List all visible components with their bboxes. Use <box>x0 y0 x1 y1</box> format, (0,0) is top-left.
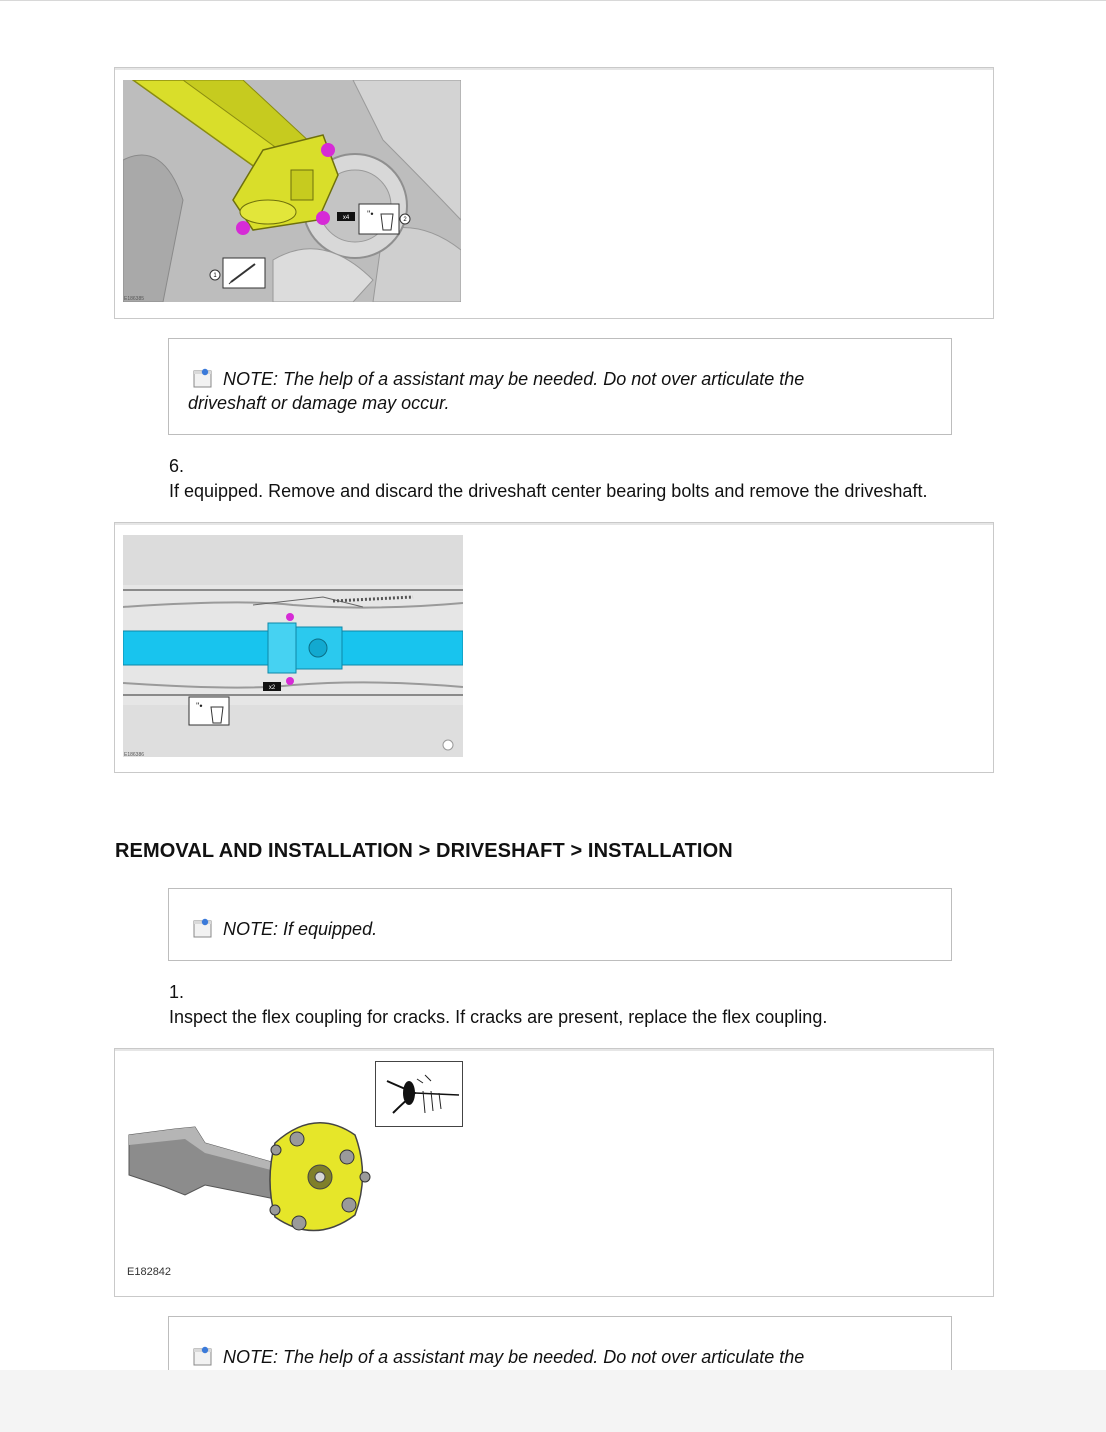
figure-3-flex-coupling <box>125 1105 375 1285</box>
note-text-line1: NOTE: The help of a assistant may be needed. Do not over articulate the <box>223 369 805 389</box>
fig1-qty-label: x4 <box>342 215 350 221</box>
figure-code: E186386 <box>124 752 145 758</box>
figure-box-1 <box>114 67 994 319</box>
step-number: 1. <box>169 982 185 1002</box>
discard-bolt-icon <box>189 697 229 725</box>
note-icon <box>193 368 213 388</box>
figure-code: E182842 <box>127 1266 172 1278</box>
note-text-line1: NOTE: The help of a assistant may be needed. Do not over articulate the <box>223 1347 805 1367</box>
step-instruction: If equipped. Remove and discard the driveshaft center bearing bolts and remove the driveshaft. <box>169 481 928 501</box>
note-line <box>188 367 951 391</box>
figure-box-2 <box>114 522 994 773</box>
page-top-divider <box>0 0 1106 1</box>
figure-box-3 <box>114 1048 994 1297</box>
fig2-qty-label: x2 <box>268 685 276 691</box>
note-line <box>193 917 951 941</box>
fig1-callout-1: 1 <box>213 273 217 279</box>
svg-text:''•: ''• <box>196 701 203 711</box>
figure-2-center-bearing <box>123 535 463 757</box>
note-text-line1: NOTE: If equipped. <box>223 919 378 939</box>
note-line <box>193 1345 951 1369</box>
page-bottom-bar <box>0 1370 1106 1432</box>
note-box-3 <box>168 1316 952 1370</box>
step-number: 6. <box>169 456 185 476</box>
note-text-line2: driveshaft or damage may occur. <box>188 393 450 413</box>
marker-pen-icon <box>223 258 265 288</box>
discard-bolt-icon <box>359 204 399 234</box>
fig1-callout-2: 2 <box>403 217 407 223</box>
note-icon <box>193 1346 213 1366</box>
figure-code: E186385 <box>124 296 145 302</box>
note-icon <box>193 918 213 938</box>
step-instruction: Inspect the flex coupling for cracks. If cracks are present, replace the flex coupling. <box>169 1007 828 1027</box>
section-heading: REMOVAL AND INSTALLATION > DRIVESHAFT > INSTALLATION <box>115 840 733 862</box>
note-box-1 <box>168 338 952 435</box>
inspect-eye-icon <box>375 1061 463 1127</box>
figure-1-driveshaft-flange <box>123 80 461 302</box>
note-box-2 <box>168 888 952 961</box>
svg-text:''•: ''• <box>367 209 374 219</box>
